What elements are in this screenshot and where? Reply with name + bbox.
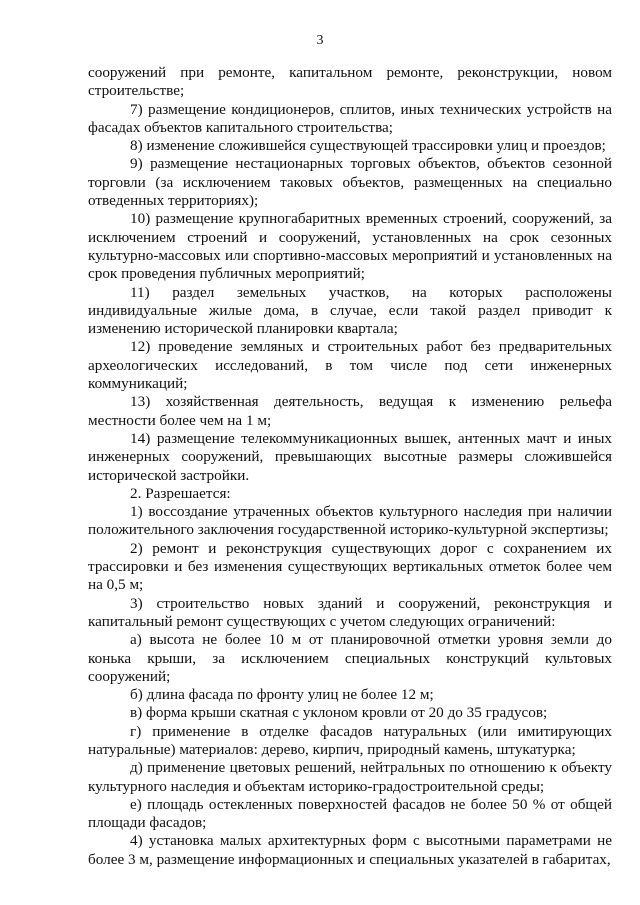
paragraph: д) применение цветовых решений, нейтральных по отношению к объекту культурного наследия и объектам историко-градостроительной среды; [88,759,612,795]
paragraph: 1) воссоздание утраченных объектов культурного наследия при наличии положительного заключения государственной историко-культурной экспертизы; [88,503,612,539]
paragraph: сооружений при ремонте, капитальном ремонте, реконструкции, новом строительстве; [88,64,612,100]
paragraph: г) применение в отделке фасадов натуральных (или имитирующих натуральные) материалов: дерево, кирпич, природный камень, штукатурка; [88,722,612,758]
paragraph: 7) размещение кондиционеров, сплитов, иных технических устройств на фасадах объектов капитального строительства; [88,100,612,136]
paragraph: 11) раздел земельных участков, на которых расположены индивидуальные жилые дома, в случае, если такой раздел приводит к изменению исторической планировки квартала; [88,283,612,338]
paragraph: 4) установка малых архитектурных форм с высотными параметрами не более 3 м, размещение информационных и специальных указателей в габаритах, [88,832,612,868]
paragraph: 14) размещение телекоммуникационных вышек, антенных мачт и иных инженерных сооружений, превышающих высотные размеры сложившейся исторической застройки. [88,429,612,484]
paragraph: в) форма крыши скатная с уклоном кровли от 20 до 35 градусов; [130,704,548,722]
paragraph: а) высота не более 10 м от планировочной отметки уровня земли до конька крыши, за исключением специальных конструкций культовых сооружений; [88,631,612,685]
paragraph: б) длина фасада по фронту улиц не более 12 м; [130,686,434,704]
paragraph: е) площадь остекленных поверхностей фасадов не более 50 % от общей площади фасадов; [88,795,612,832]
page-number: 3 [316,33,324,48]
paragraph: 12) проведение земляных и строительных работ без предварительных археологических исследований, в том числе под сети инженерных коммуникаций; [88,338,612,393]
paragraph: 3) строительство новых зданий и сооружений, реконструкция и капитальный ремонт существующих с учетом следующих ограничений: [88,594,612,630]
paragraph: 2. Разрешается: [130,484,231,502]
paragraph: 9) размещение нестационарных торговых объектов, объектов сезонной торговли (за исключением таковых объектов, размещенных на специально отведенных территориях); [88,155,612,210]
document-body [88,64,612,869]
paragraph: 10) размещение крупногабаритных временных строений, сооружений, за исключением строений и сооружений, установленных на срок сезонных культурно-массовых или спортивно-массовых мероприятий и установленных на срок проведения публичных мероприятий; [88,210,612,283]
paragraph: 2) ремонт и реконструкция существующих дорог с сохранением их трассировки и без изменения существующих вертикальных отметок более чем на 0,5 м; [88,539,612,594]
paragraph: 8) изменение сложившейся существующей трассировки улиц и проездов; [130,137,606,155]
paragraph: 13) хозяйственная деятельность, ведущая к изменению рельефа местности более чем на 1 м; [88,393,612,429]
